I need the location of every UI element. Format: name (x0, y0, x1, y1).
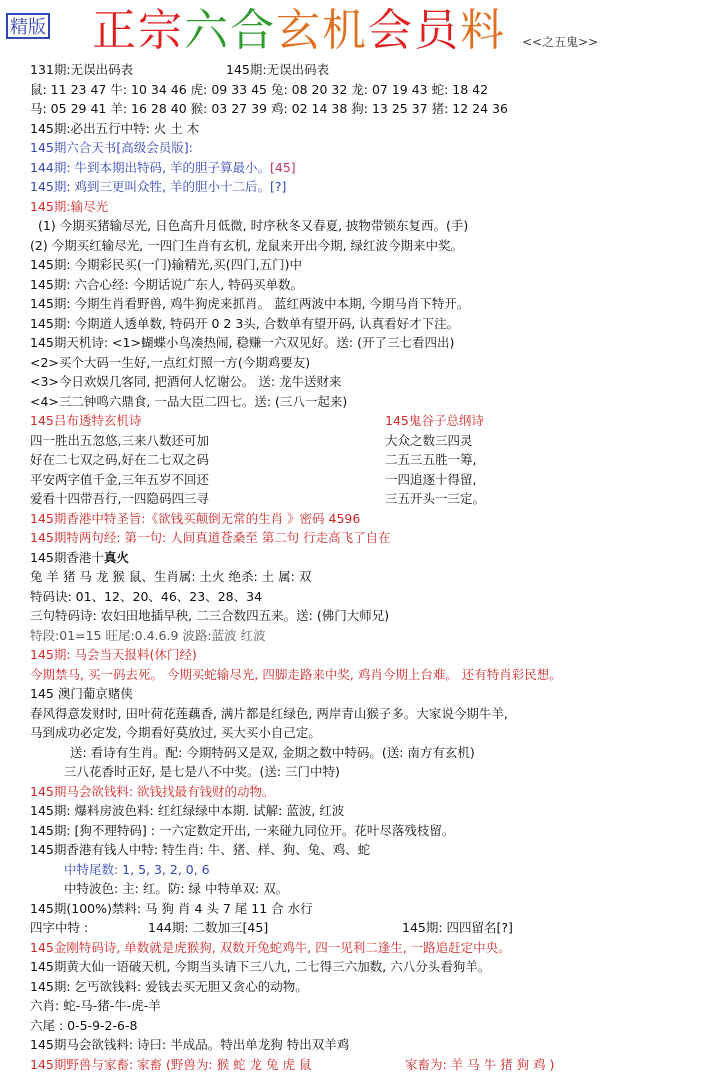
heaven-book-heading: 145期六合天书[高级会员版]: (30, 138, 690, 158)
title-part-5: 料 (460, 5, 506, 56)
rich-man-line: 145期香港有钱人中特: 特生肖: 牛、猪、样、狗、兔、鸡、蛇 (30, 840, 690, 860)
code-formula-line: 特码诀: 01、12、20、46、23、28、34 (30, 587, 690, 607)
taoist-line: 145期: 今期道人透单数, 特码开 0 2 3头, 合数单有望开码, 认真看好才下注。 (30, 314, 690, 334)
code-table-header: 131期:无误出码表 145期:无误出码表 (30, 60, 690, 80)
zodiac-numbers-row-1: 鼠: 11 23 47 牛: 10 34 46 虎: 09 33 45 兔: 08 20 32 龙: 07 19 43 蛇: 18 42 (30, 80, 690, 100)
six-zodiac-line: 六肖: 蛇-马-猪-牛-虎-羊 (30, 996, 690, 1016)
beast-line: 145期: 今期生肖看野兽, 鸡牛狗虎来抓肖。 蓝红两波中本期, 今期马肖下特开。 (30, 294, 690, 314)
two-poems-heading: 145吕布透特玄机诗 145鬼谷子总纲诗 (30, 411, 690, 431)
imperial-edict-line: 145期香港中特圣旨:《欲钱买颠倒无常的生肖 》密码 4596 (30, 509, 690, 529)
jockey-club-tips: 今期禁马, 买一码去死。 今期买蛇输尽光, 四脚走路来中奖, 鸡肖今期上台难。 还有特肖彩民想。 (30, 665, 690, 685)
half-product-line: 145期马会欲钱料: 诗曰: 半成品。特出单龙狗 特出双羊鸡 (30, 1035, 690, 1055)
banned-line: 145期(100%)禁料: 马 狗 肖 4 头 7 尾 11 合 水行 (30, 899, 690, 919)
six-tails-line: 六尾 : 0-5-9-2-6-8 (30, 1016, 690, 1036)
zodiac-attributes-line: 兔 羊 猪 马 龙 猴 鼠、生肖属: 土火 绝杀: 土 属: 双 (30, 567, 690, 587)
two-poems-row-3: 平安两字值千金,三年五岁不回还 一四追逐十得留, (30, 470, 690, 490)
beast-livestock-line: 145期野兽与家畜: 家畜 (野兽为: 猴 蛇 龙 兔 虎 鼠 家畜为: 羊 马 牛 猪 狗 鸡 ) (30, 1055, 690, 1074)
money-riddle-line: 145期马会欲钱料: 欲钱找最有钱财的动物。 (30, 782, 690, 802)
vajra-poem-line: 145金刚特码诗, 单数就是虎猴狗, 双数开兔蛇鸡牛, 四一见利二逢生, 一路追赶定中央。 (30, 938, 690, 958)
two-poems-row-4: 爱看十四带吾行,一四隐码四三寻 三五开头一三定。 (30, 489, 690, 509)
title-part-4: 会员 (368, 5, 460, 56)
jockey-club-heading: 145期: 马会当天报料(休门经) (30, 645, 690, 665)
gate-line: 145期: 今期彩民买(一门)输精光,买(四门,五门)中 (30, 255, 690, 275)
macau-poem-3: 送: 看诗有生肖。配: 今期特码又是双, 金期之数中特码。(送: 南方有玄机) (30, 743, 690, 763)
three-sentence-poem: 三句特码诗: 农妇田地插早秧, 二三合数四五来。送: (佛门大师兄) (30, 606, 690, 626)
heart-sutra-line: 145期: 六合心经: 今期话说广东人, 特码买单数。 (30, 275, 690, 295)
wave-color-line: 145期: 爆料房波色料: 红红绿绿中本期. 试解: 蓝波, 红波 (30, 801, 690, 821)
two-poems-row-2: 好在二七双之码,好在二七双之码 二五三五胜一筹, (30, 450, 690, 470)
lose-all-1: (1) 今期买猪输尽光, 日色高升月低微, 时序秋冬又春夏, 披物带锁东复西。(手) (30, 216, 690, 236)
lose-all-heading: 145期:输尽光 (30, 197, 690, 217)
wong-tai-sin-line: 145期黄大仙一语破天机, 今期当头请下三八九, 二七得三六加数, 六八分头看狗羊。 (30, 957, 690, 977)
heaven-poem-2: <2>买个大码一生好,一点红灯照一方(今期鸡要友) (30, 353, 690, 373)
zodiac-numbers-row-2: 马: 05 29 41 羊: 16 28 40 猴: 03 27 39 鸡: 02 14 38 狗: 13 25 37 猪: 12 24 36 (30, 99, 690, 119)
premium-badge: 精版 (6, 13, 50, 39)
macau-poem-2: 马到成功必定发, 今期看好莫放过, 买大买小自己定。 (30, 723, 690, 743)
forecast-content (30, 60, 690, 1074)
heaven-poem-3: <3>今日欢娱几客同, 把酒何人忆谢公。 送: 龙牛送财来 (30, 372, 690, 392)
heaven-book-144: 144期: 牛到本期出特码, 羊的胆子算最小。[45] (30, 158, 690, 178)
heaven-poem-1: 145期天机诗: <1>蝴蝶小鸟凑热闹, 稳赚一六双见好。送: (开了三七看四出) (30, 333, 690, 353)
title-part-2: 六合 (184, 5, 276, 56)
two-sentences-line: 145期特两句经: 第一句: 人间真道苍桑至 第二句 行走高飞了自在 (30, 528, 690, 548)
four-word-line: 四字中特 : 144期: 二数加三[45] 145期: 四四留名[?] (30, 918, 690, 938)
heaven-poem-4: <4>三二钟鸣六鼎食, 一品大臣二四七。送: (三八一起来) (30, 392, 690, 412)
macau-poem-1: 春风得意发财时, 田叶荷花莲藕香, 满片都是红绿色, 两岸青山猴子多。大家说今期牛羊, (30, 704, 690, 724)
macau-poem-4: 三八花香时正好, 是七是八不中奖。(送: 三门中特) (30, 762, 690, 782)
title-part-3: 玄机 (276, 5, 368, 56)
five-elements-line: 145期:必出五行中特: 火 土 木 (30, 119, 690, 139)
two-poems-row-1: 四一胜出五忽悠,三来八数还可加 大众之数三四灵 (30, 431, 690, 451)
segment-tail-line: 特段:01=15 旺尾:0.4.6.9 波路:蓝波 红波 (30, 626, 690, 646)
macau-heading: 145 澳门葡京赌侠 (30, 684, 690, 704)
heaven-book-145: 145期: 鸡到三更叫众牲, 羊的胆小十二后。[?] (30, 177, 690, 197)
page-subtitle: <<之五鬼>> (522, 33, 598, 50)
page-title (92, 2, 506, 60)
dog-ignore-line: 145期: [狗不理特码] : 一六定数定开出, 一来碰九同位开。花叶尽落残枝留。 (30, 821, 690, 841)
title-part-1: 正宗 (92, 5, 184, 56)
lose-all-2: (2) 今期买红输尽光, 一四门生肖有玄机, 龙鼠来开出今期, 绿红波今期来中奖。 (30, 236, 690, 256)
hk-ten-line: 145期香港十真火 (30, 548, 690, 568)
wave-color-pick-line: 中特波色: 主: 红。防: 绿 中特单双: 双。 (30, 879, 690, 899)
beggar-riddle-line: 145期: 乞丐欲钱料: 爱钱去买无胆又贪心的动物。 (30, 977, 690, 997)
tail-numbers-line: 中特尾数: 1, 5, 3, 2, 0, 6 (30, 860, 690, 880)
